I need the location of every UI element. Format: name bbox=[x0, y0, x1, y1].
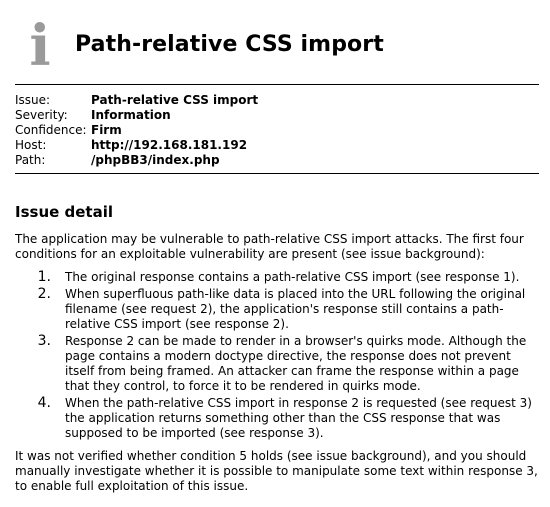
list-item-number: 2. bbox=[37, 286, 51, 302]
path-label: Path: bbox=[15, 153, 46, 167]
info-icon: i bbox=[29, 13, 51, 79]
list-item bbox=[15, 334, 540, 394]
issue-value: Path-relative CSS import bbox=[91, 93, 259, 107]
path-row bbox=[15, 153, 539, 168]
list-item bbox=[15, 396, 540, 441]
list-item-number: 3. bbox=[37, 333, 51, 349]
issue-row bbox=[15, 93, 539, 108]
host-label: Host: bbox=[15, 138, 47, 152]
severity-row bbox=[15, 108, 539, 123]
list-item-text: When the path-relative CSS import in response 2 is requested (see request 3) the application returns something other than the CSS response that was supposed to be imported (see response 3). bbox=[65, 396, 532, 440]
host-row bbox=[15, 138, 539, 153]
list-item bbox=[15, 270, 540, 285]
page-title: Path-relative CSS import bbox=[75, 32, 384, 57]
confidence-label: Confidence: bbox=[15, 123, 87, 137]
host-value: http://192.168.181.192 bbox=[91, 138, 248, 152]
issue-detail-body bbox=[15, 232, 540, 494]
list-item-text: Response 2 can be made to render in a browser's quirks mode. Although the page contains a modern doctype directive, the response does not prevent itself from being framed. An attacker can frame the response within a page that they control, to force it to be rendered in quirks mode. bbox=[65, 334, 527, 393]
severity-label: Severity: bbox=[15, 108, 68, 122]
list-item-number: 1. bbox=[37, 269, 51, 285]
issue-summary-table bbox=[15, 84, 539, 174]
issue-detail-heading: Issue detail bbox=[15, 203, 113, 221]
list-item bbox=[15, 287, 540, 332]
report-header bbox=[0, 0, 550, 80]
issue-detail-closing: It was not verified whether condition 5 holds (see issue background), and you should manually investigate whether it is possible to manipulate some text within response 3, to enable full exploitation of this issue. bbox=[15, 449, 538, 493]
list-item-text: When superfluous path-like data is placed into the URL following the original filename (see request 2), the application's response still contains a path-relative CSS import (see response 2). bbox=[65, 287, 526, 331]
conditions-list bbox=[15, 270, 540, 441]
severity-value: Information bbox=[91, 108, 171, 122]
confidence-row bbox=[15, 123, 539, 138]
list-item-number: 4. bbox=[37, 395, 51, 411]
issue-detail-intro: The application may be vulnerable to path-relative CSS import attacks. The first four conditions for an exploitable vulnerability are present (see issue background): bbox=[15, 232, 524, 261]
confidence-value: Firm bbox=[91, 123, 122, 137]
issue-label: Issue: bbox=[15, 93, 51, 107]
list-item-text: The original response contains a path-relative CSS import (see response 1). bbox=[65, 270, 520, 284]
path-value: /phpBB3/index.php bbox=[91, 153, 220, 167]
